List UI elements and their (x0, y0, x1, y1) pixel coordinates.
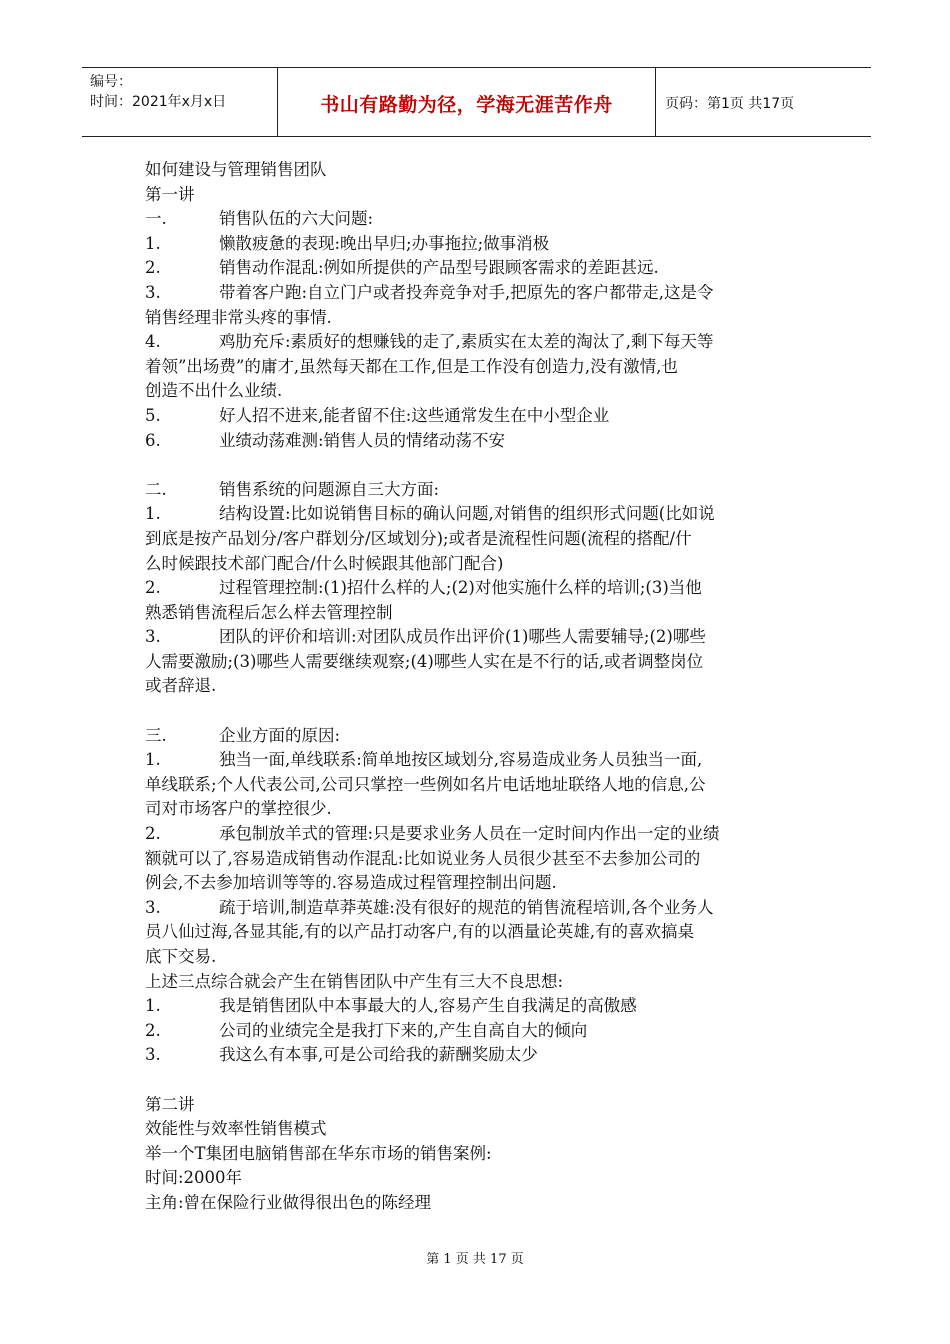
text-line (145, 281, 810, 306)
line-text: 过程管理控制:(1)招什么样的人;(2)对他实施什么样的培训;(3)当他 (219, 578, 702, 598)
text-line (145, 871, 810, 896)
blank-line (145, 699, 810, 724)
line-text: 我这么有本事,可是公司给我的薪酬奖励太少 (219, 1045, 538, 1065)
text-line (145, 945, 810, 970)
date-line: 时间：2021年x月x日 (90, 94, 227, 110)
text-line (145, 970, 810, 995)
list-number: 5. (145, 405, 161, 425)
line-text: 业绩动荡难测:销售人员的情绪动荡不安 (219, 430, 506, 450)
text-line (145, 478, 810, 503)
list-number: 4. (145, 332, 161, 352)
line-text: 么时候跟技术部门配合/什么时候跟其他部门配合) (145, 553, 504, 573)
line-text: 例会,不去参加培训等等的.容易造成过程管理控制出问题. (145, 873, 557, 893)
list-number: 1. (145, 504, 161, 524)
text-line (145, 207, 810, 232)
line-text: 主角:曾在保险行业做得很出色的陈经理 (145, 1192, 432, 1212)
text-line (145, 527, 810, 552)
document-body (145, 158, 810, 1216)
document-header (82, 67, 871, 137)
text-line (145, 797, 810, 822)
line-text: 带着客户跑:自立门户或者投奔竞争对手,把原先的客户都带走,这是令 (219, 282, 714, 302)
line-text: 销售经理非常头疼的事情. (145, 307, 332, 327)
text-line (145, 552, 810, 577)
header-motto: 书山有路勤为径，学海无涯苦作舟 (320, 94, 613, 116)
list-number: 1. (145, 750, 161, 770)
list-number: 2. (145, 258, 161, 278)
line-text: 额就可以了,容易造成销售动作混乱:比如说业务人员很少甚至不去参加公司的 (145, 848, 701, 868)
list-number: 6. (145, 430, 161, 450)
text-line (145, 306, 810, 331)
text-line (145, 896, 810, 921)
line-text: 企业方面的原因: (219, 725, 341, 745)
line-text: 懒散疲惫的表现:晚出早归;办事拖拉;做事消极 (219, 233, 550, 253)
text-line (145, 625, 810, 650)
line-text: 司对市场客户的掌控很少. (145, 799, 332, 819)
line-text: 团队的评价和培训:对团队成员作出评价(1)哪些人需要辅导;(2)哪些 (219, 627, 706, 647)
line-text: 到底是按产品划分/客户群划分/区域划分);或者是流程性问题(流程的搭配/什 (145, 528, 692, 548)
line-text: 销售系统的问题源自三大方面: (219, 479, 440, 499)
list-number: 3. (145, 1045, 161, 1065)
line-text: 举一个T集团电脑销售部在华东市场的销售案例: (145, 1143, 492, 1163)
text-line (145, 1191, 810, 1216)
header-meta (90, 72, 270, 112)
list-number: 三. (145, 725, 167, 745)
text-line (145, 183, 810, 208)
text-line (145, 1142, 810, 1167)
text-line (145, 256, 810, 281)
blank-line (145, 1068, 810, 1093)
list-number: 3. (145, 627, 161, 647)
line-text: 销售动作混乱:例如所提供的产品型号跟顾客需求的差距甚远. (219, 258, 659, 278)
text-line (145, 232, 810, 257)
text-line (145, 502, 810, 527)
line-text: 或者辞退. (145, 676, 217, 696)
text-line (145, 724, 810, 749)
text-line (145, 847, 810, 872)
text-line (145, 1093, 810, 1118)
line-text: 员八仙过海,各显其能,有的以产品打动客户,有的以酒量论英雄,有的喜欢搞桌 (145, 922, 694, 942)
line-text: 时间:2000年 (145, 1168, 243, 1188)
line-text: 承包制放羊式的管理:只是要求业务人员在一定时间内作出一定的业绩 (219, 824, 720, 844)
text-line (145, 379, 810, 404)
line-text: 单线联系;个人代表公司,公司只掌控一些例如名片电话地址联络人地的信息,公 (145, 774, 706, 794)
line-text: 底下交易. (145, 947, 217, 966)
text-line (145, 158, 810, 183)
text-line (145, 404, 810, 429)
list-number: 1. (145, 996, 161, 1016)
list-number: 2. (145, 578, 161, 598)
text-line (145, 773, 810, 798)
text-line (145, 429, 810, 454)
list-number: 2. (145, 824, 161, 844)
line-text: 熟悉销售流程后怎么样去管理控制 (145, 602, 393, 622)
text-line (145, 330, 810, 355)
list-number: 2. (145, 1020, 161, 1040)
text-line (145, 748, 810, 773)
text-line (145, 1166, 810, 1191)
text-line (145, 601, 810, 626)
line-text: 好人招不进来,能者留不住:这些通常发生在中小型企业 (219, 405, 610, 425)
list-number: 3. (145, 897, 161, 917)
line-text: 疏于培训,制造草莽英雄:没有很好的规范的销售流程培训,各个业务人 (219, 897, 714, 917)
list-number: 二. (145, 479, 167, 499)
header-page-info: 页码：第1页 共17页 (665, 96, 795, 112)
line-text: 如何建设与管理销售团队 (145, 160, 327, 179)
text-line (145, 994, 810, 1019)
line-text: 销售队伍的六大问题: (219, 209, 374, 229)
line-text: 公司的业绩完全是我打下来的,产生自高自大的倾向 (219, 1020, 588, 1040)
text-line (145, 920, 810, 945)
text-line (145, 674, 810, 699)
text-line (145, 822, 810, 847)
list-number: 3. (145, 282, 161, 302)
line-text: 第二讲 (145, 1094, 195, 1114)
line-text: 结构设置:比如说销售目标的确认问题,对销售的组织形式问题(比如说 (219, 504, 715, 524)
line-text: 着领”出场费”的庸才,虽然每天都在工作,但是工作没有创造力,没有激情,也 (145, 356, 678, 376)
page-footer: 第 1 页 共 17 页 (426, 1252, 524, 1267)
line-text: 创造不出什么业绩. (145, 381, 283, 401)
text-line (145, 1117, 810, 1142)
text-line (145, 576, 810, 601)
line-text: 鸡肋充斥:素质好的想赚钱的走了,素质实在太差的淘汰了,剩下每天等 (219, 332, 714, 352)
text-line (145, 1019, 810, 1044)
text-line (145, 1043, 810, 1068)
line-text: 上述三点综合就会产生在销售团队中产生有三大不良思想: (145, 971, 564, 991)
line-text: 我是销售团队中本事最大的人,容易产生自我满足的高傲感 (219, 996, 637, 1016)
text-line (145, 355, 810, 380)
text-line (145, 650, 810, 675)
line-text: 人需要激励;(3)哪些人需要继续观察;(4)哪些人实在是不行的话,或者调整岗位 (145, 651, 704, 671)
line-text: 效能性与效率性销售模式 (145, 1119, 327, 1139)
list-number: 1. (145, 233, 161, 253)
blank-line (145, 453, 810, 478)
header-divider (655, 68, 656, 136)
line-text: 第一讲 (145, 184, 195, 204)
list-number: 一. (145, 209, 167, 229)
line-text: 独当一面,单线联系:简单地按区域划分,容易造成业务人员独当一面, (219, 750, 703, 770)
code-label: 编号： (90, 74, 132, 90)
